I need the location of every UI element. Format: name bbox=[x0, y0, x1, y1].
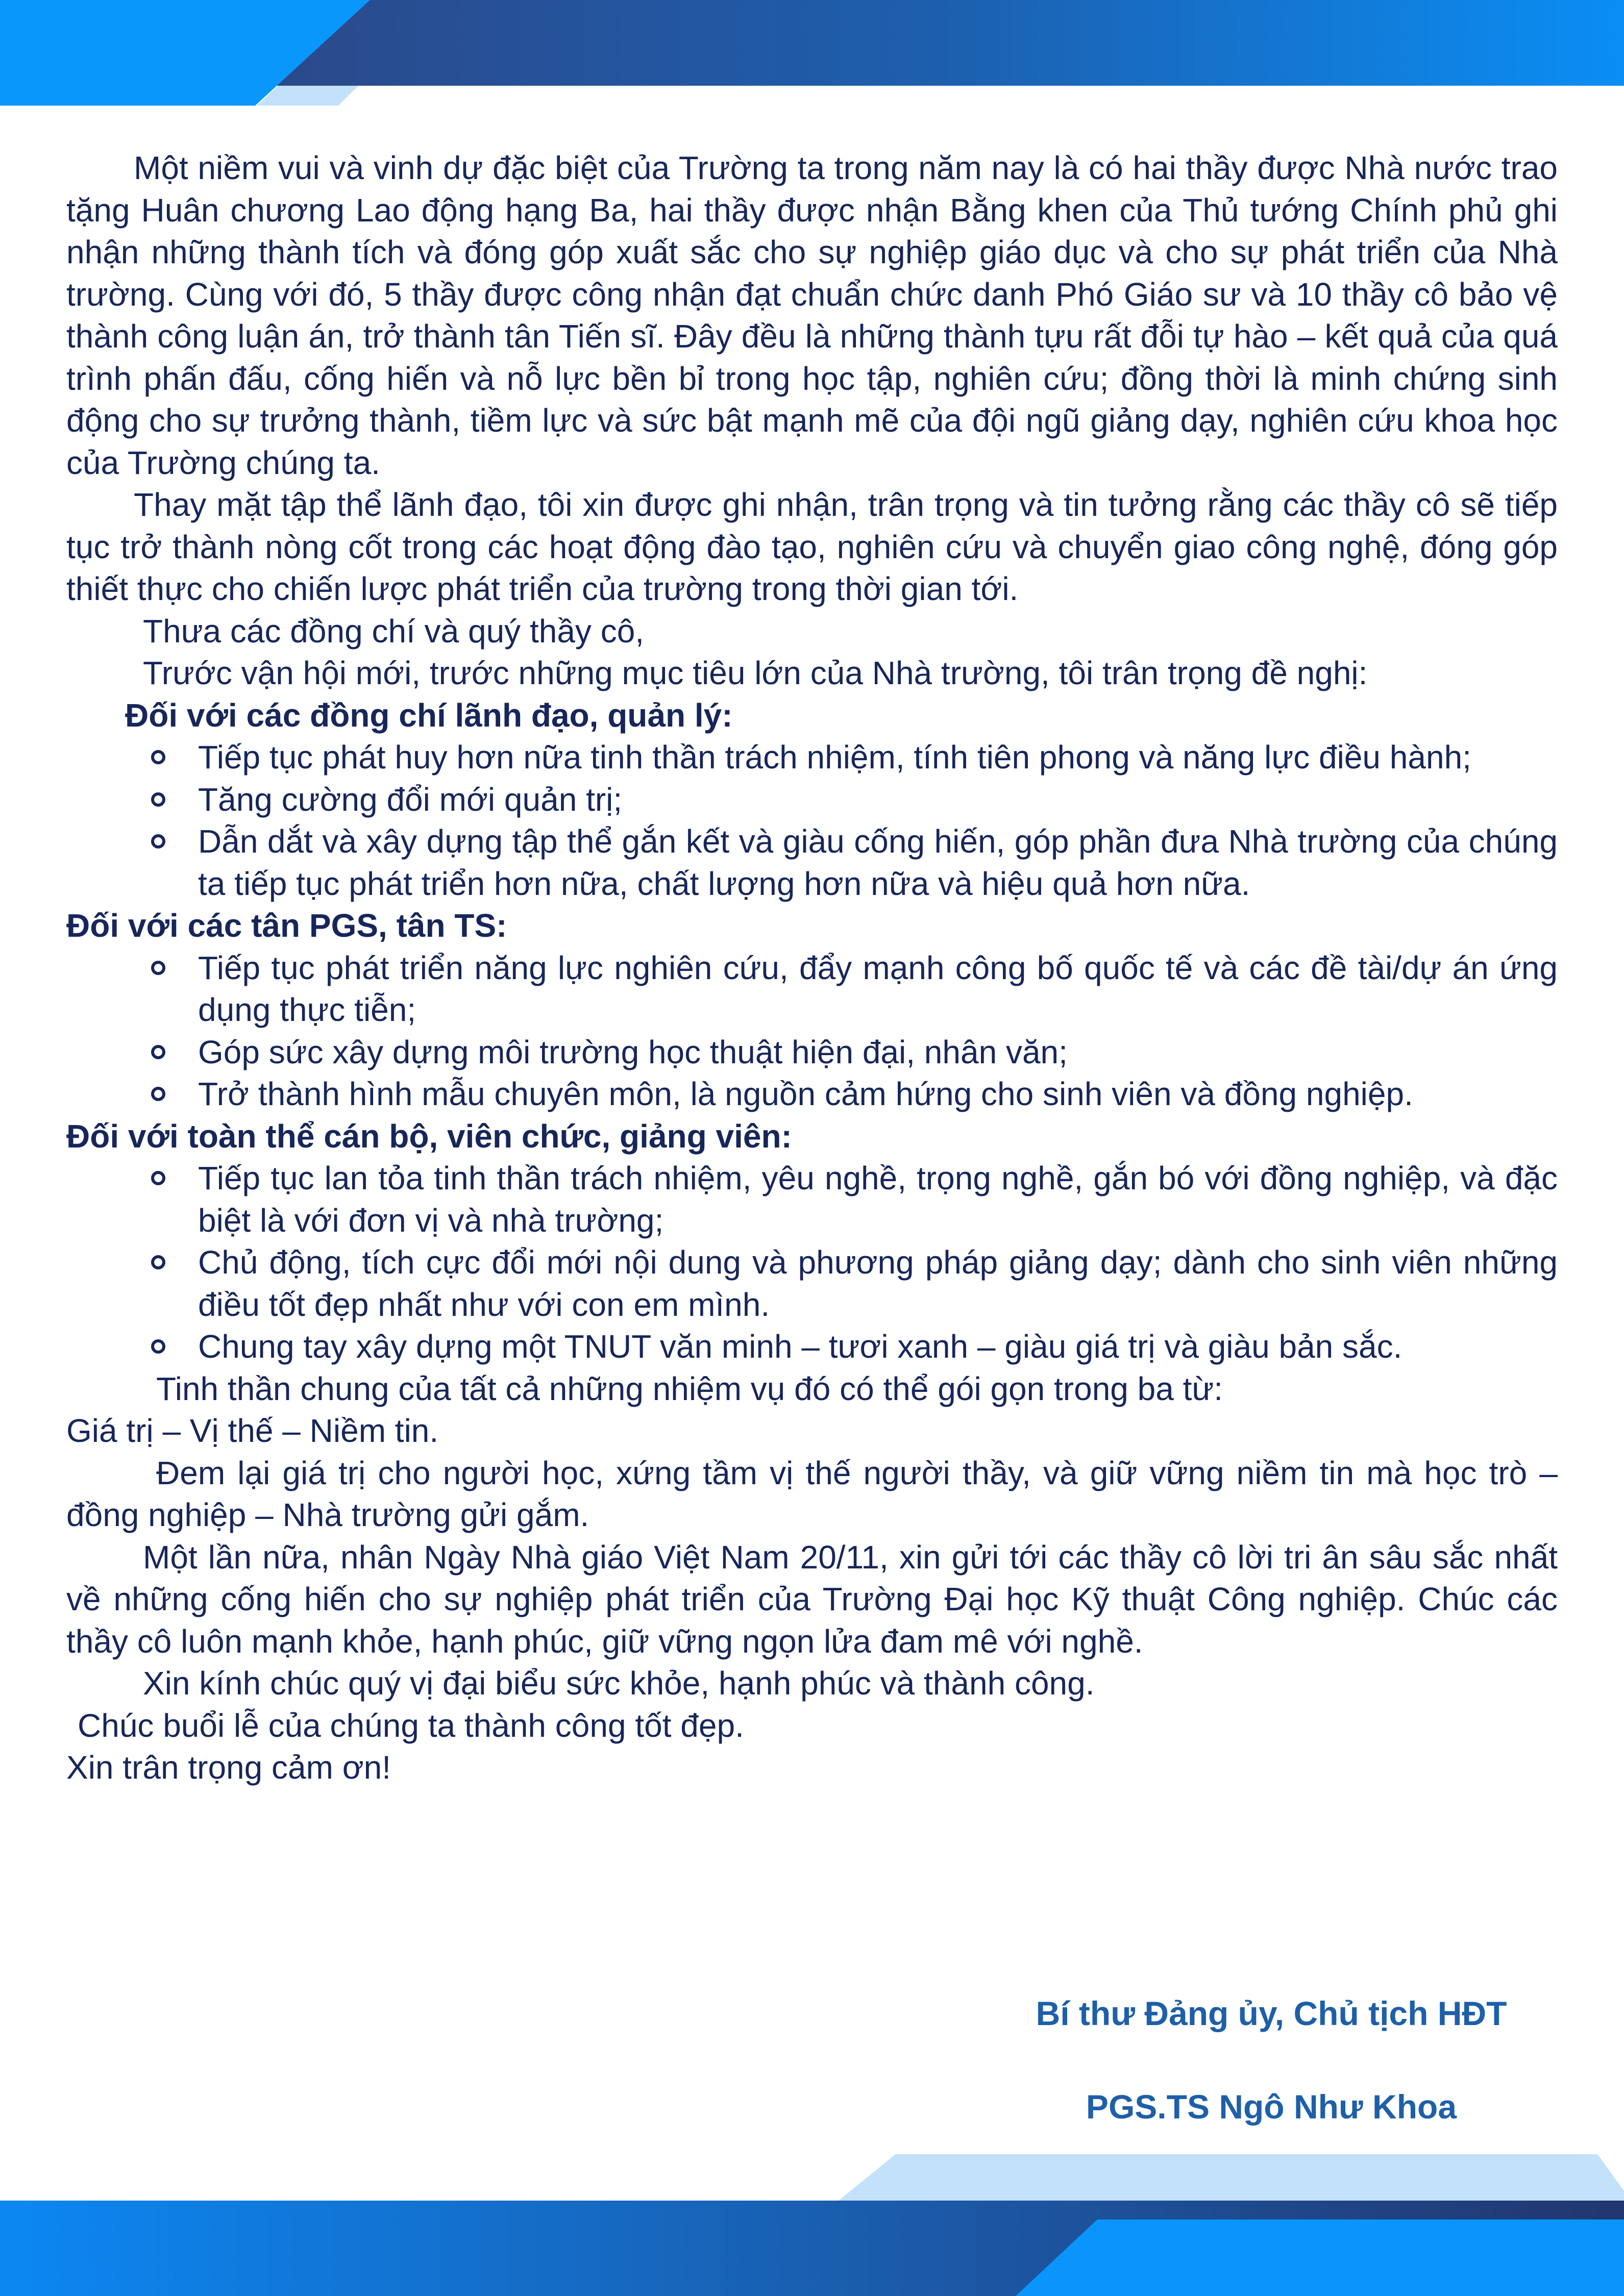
signature-name: PGS.TS Ngô Như Khoa bbox=[1086, 2088, 1457, 2126]
motto-line: Giá trị – Vị thế – Niềm tin. bbox=[66, 1412, 439, 1449]
list-item: Chủ động, tích cực đổi mới nội dung và phương pháp giảng dạy; dành cho sinh viên những điều tốt đẹp nhất như với con em mình. bbox=[66, 1241, 1558, 1326]
bullet-list-all-staff bbox=[66, 1157, 1558, 1368]
list-item: Tăng cường đổi mới quản trị; bbox=[66, 779, 1558, 821]
motto-explain-paragraph: Đem lại giá trị cho người học, xứng tầm vị thế người thầy, và giữ vững niềm tin mà học trò – đồng nghiệp – Nhà trường gửi gắm. bbox=[66, 1454, 1558, 1533]
list-item: Tiếp tục phát huy hơn nữa tinh thần trách nhiệm, tính tiên phong và năng lực điều hành; bbox=[66, 736, 1558, 779]
page-header-decoration bbox=[0, 0, 1624, 107]
proposal-intro-line: Trước vận hội mới, trước những mục tiêu lớn của Nhà trường, tôi trân trọng đề nghị: bbox=[143, 655, 1368, 691]
list-item: Dẫn dắt và xây dựng tập thể gắn kết và giàu cống hiến, góp phần đưa Nhà trường của chúng ta tiếp tục phát triển hơn nữa, chất lượng hơn nữa và hiệu quả hơn nữa. bbox=[66, 820, 1558, 905]
signature-block bbox=[919, 1992, 1624, 2128]
list-item: Tiếp tục lan tỏa tinh thần trách nhiệm, yêu nghề, trọng nghề, gắn bó với đồng nghiệp, và đặc biệt là với đơn vị và nhà trường; bbox=[66, 1157, 1558, 1241]
signature-title: Bí thư Đảng ủy, Chủ tịch HĐT bbox=[1036, 1994, 1507, 2032]
list-item: Góp sức xây dựng môi trường học thuật hiện đại, nhân văn; bbox=[66, 1031, 1558, 1074]
document-body bbox=[66, 147, 1558, 1789]
paragraph-achievements: Một niềm vui và vinh dự đặc biệt của Trường ta trong năm nay là có hai thầy được Nhà nước trao tặng Huân chương Lao động hạng Ba, hai thầy được nhận Bằng khen của Thủ tướng Chính phủ ghi nhận những thành tích và đóng góp xuất sắc cho sự nghiệp giáo dục và cho sự phát triển của Nhà trường. Cùng với đó, 5 thầy được công nhận đạt chuẩn chức danh Phó Giáo sư và 10 thầy cô bảo vệ thành công luận án, trở thành tân Tiến sĩ. Đây đều là những thành tựu rất đỗi tự hào – kết quả của quá trình phấn đấu, cống hiến và nỗ lực bền bỉ trong học tập, nghiên cứu; đồng thời là minh chứng sinh động cho sự trưởng thành, tiềm lực và sức bật mạnh mẽ của đội ngũ giảng dạy, nghiên cứu khoa học của Trường chúng ta. bbox=[66, 149, 1558, 481]
closing-line: Xin trân trọng cảm ơn! bbox=[66, 1749, 391, 1786]
list-item: Tiếp tục phát triển năng lực nghiên cứu, đẩy mạnh công bố quốc tế và các đề tài/dự án ứng dụng thực tiễn; bbox=[66, 947, 1558, 1031]
salutation-line: Thưa các đồng chí và quý thầy cô, bbox=[143, 612, 645, 650]
thanks-paragraph: Một lần nữa, nhân Ngày Nhà giáo Việt Nam 20/11, xin gửi tới các thầy cô lời tri ân sâu sắc nhất về những cống hiến cho sự nghiệp phát triển của Trường Đại học Kỹ thuật Công nghiệp. Chúc các thầy cô luôn mạnh khỏe, hạnh phúc, giữ vững ngọn lửa đam mê với nghề. bbox=[66, 1538, 1558, 1660]
list-item: Chung tay xây dựng một TNUT văn minh – tươi xanh – giàu giá trị và giàu bản sắc. bbox=[66, 1326, 1558, 1368]
page-footer-decoration bbox=[0, 2154, 1624, 2296]
wish-ceremony-line: Chúc buổi lễ của chúng ta thành công tốt đẹp. bbox=[78, 1707, 744, 1744]
section-heading-all-staff: Đối với toàn thể cán bộ, viên chức, giảng viên: bbox=[66, 1117, 792, 1155]
paragraph-acknowledgement: Thay mặt tập thể lãnh đạo, tôi xin được ghi nhận, trân trọng và tin tưởng rằng các thầy cô sẽ tiếp tục trở thành nòng cốt trong các hoạt động đào tạo, nghiên cứu và chuyển giao công nghệ, đóng góp thiết thực cho chiến lược phát triển của trường trong thời gian tới. bbox=[66, 486, 1558, 607]
bullet-list-new-pgs-ts bbox=[66, 947, 1558, 1115]
wish-delegates-line: Xin kính chúc quý vị đại biểu sức khỏe, hạnh phúc và thành công. bbox=[143, 1665, 1095, 1702]
section-heading-new-pgs-ts: Đối với các tân PGS, tân TS: bbox=[66, 907, 507, 944]
bullet-list-leaders bbox=[66, 736, 1558, 905]
section-heading-leaders: Đối với các đồng chí lãnh đạo, quản lý: bbox=[125, 696, 733, 734]
spirit-intro-line: Tinh thần chung của tất cả những nhiệm vụ đó có thể gói gọn trong ba từ: bbox=[156, 1370, 1223, 1407]
list-item: Trở thành hình mẫu chuyên môn, là nguồn cảm hứng cho sinh viên và đồng nghiệp. bbox=[66, 1073, 1558, 1115]
